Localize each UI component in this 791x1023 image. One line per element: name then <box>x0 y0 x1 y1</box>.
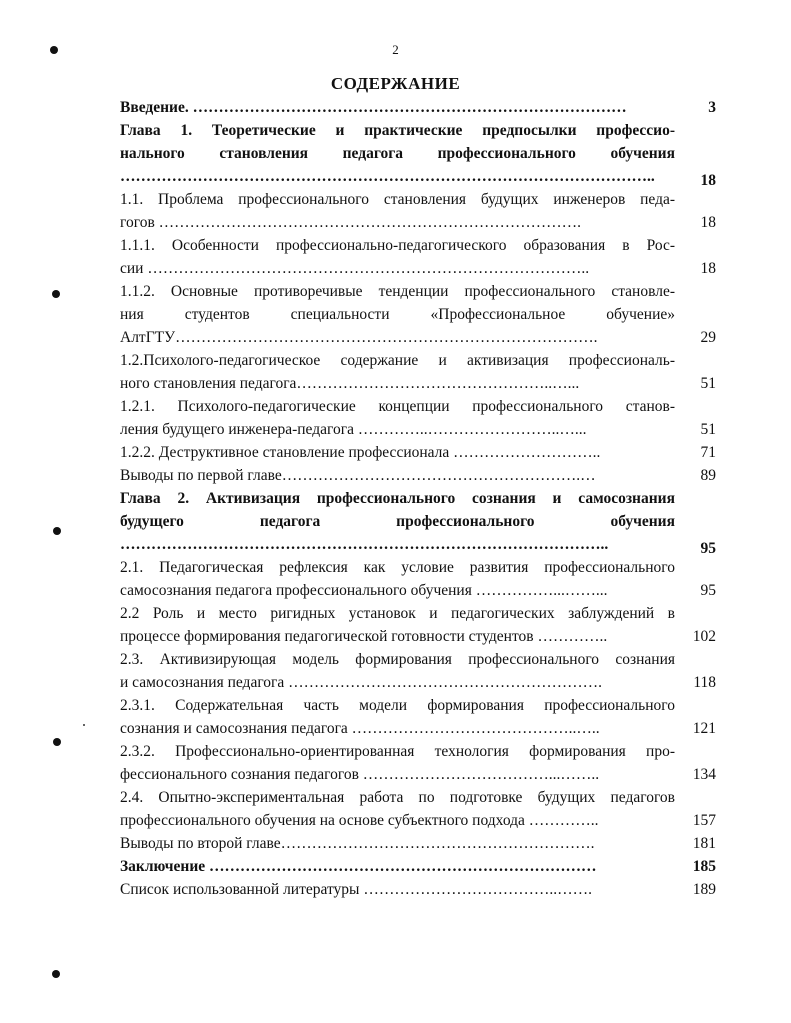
toc-entry <box>120 648 716 694</box>
toc-entry-text: 1.2.Психолого-педагогическое содержание и активизация профессиональ- <box>120 352 675 369</box>
toc-entry <box>120 441 716 464</box>
toc-entry-text: ………………………………………………………………………………….. <box>120 536 609 553</box>
toc-entry <box>120 832 716 855</box>
binder-hole-mark <box>52 290 60 298</box>
toc-page-number: 157 <box>692 812 716 829</box>
toc-entry <box>120 188 716 234</box>
toc-entry <box>120 740 716 786</box>
toc-page-number: 3 <box>708 99 716 116</box>
toc-entry <box>120 96 716 119</box>
toc-page-number: 118 <box>693 674 716 691</box>
toc-entry <box>120 119 716 188</box>
toc-page-number: 51 <box>700 375 716 392</box>
binder-hole-mark <box>50 46 58 54</box>
toc-entry <box>120 855 716 878</box>
toc-entry <box>120 694 716 740</box>
toc-page-number: 95 <box>700 540 716 557</box>
toc-entry <box>120 487 716 556</box>
toc-entry-text: 1.2.2. Деструктивное становление профессионала ……………………….. <box>120 444 601 461</box>
toc-page-number: 189 <box>692 881 716 898</box>
toc-entry-text: 2.2 Роль и место ригидных установок и педагогических заблуждений в <box>120 605 675 622</box>
toc-entry-text: Введение. ………………………………………………………………………… <box>120 99 627 116</box>
toc-entry-text: 1.2.1. Психолого-педагогические концепции профессионального станов- <box>120 398 675 415</box>
toc-entry-text: Выводы по первой главе………………………………………………….… <box>120 467 596 484</box>
toc-page-number: 181 <box>692 835 716 852</box>
toc-page-number: 71 <box>700 444 716 461</box>
toc-entry-text: фессионального сознания педагогов ………………………………...…….. <box>120 766 600 783</box>
toc-entry <box>120 280 716 349</box>
binder-hole-mark <box>53 527 61 535</box>
toc-entry-text: 2.3.2. Профессионально-ориентированная технология формирования про- <box>120 743 675 760</box>
toc-entry <box>120 464 716 487</box>
toc-page-number: 121 <box>692 720 716 737</box>
toc-entry-text: ………………………………………………………………………………………….. <box>120 168 655 185</box>
toc-page-number: 185 <box>692 858 716 875</box>
toc-page-number: 51 <box>700 421 716 438</box>
toc-entry-text: процессе формирования педагогической готовности студентов ………….. <box>120 628 608 645</box>
toc-entry-text: 2.3.1. Содержательная часть модели формирования профессионального <box>120 697 675 714</box>
toc-entry-text: самосознания педагога профессионального обучения ……………...……... <box>120 582 608 599</box>
toc-page-number: 18 <box>700 214 716 231</box>
toc-entry-text: 2.1. Педагогическая рефлексия как условие развития профессионального <box>120 559 675 576</box>
toc-entry-text: Заключение ………………………………………………………………… <box>120 858 597 875</box>
toc-entry-text: гогов ………………………………………………………………………. <box>120 214 582 231</box>
toc-entry-text: ления будущего инженера-педагога …………..……………………..…... <box>120 421 587 438</box>
toc-entry-text: 2.3. Активизирующая модель формирования профессионального сознания <box>120 651 675 668</box>
toc-page-number: 134 <box>692 766 716 783</box>
toc-entry-text: и самосознания педагога ……………………………………………………. <box>120 674 603 691</box>
toc-entry-text: Выводы по второй главе……………………………………………………. <box>120 835 595 852</box>
toc-entry-text: профессионального обучения на основе субъектного подхода ………….. <box>120 812 599 829</box>
toc-entry-text: Глава 1. Теоретические и практические предпосылки профессио- <box>120 122 675 139</box>
toc-entry-text: 1.1.2. Основные противоречивые тенденции профессионального становле- <box>120 283 675 300</box>
toc-entry-text: нального становления педагога профессионального обучения <box>120 145 675 162</box>
toc-entry <box>120 349 716 395</box>
toc-entry-text: 2.4. Опытно-экспериментальная работа по подготовке будущих педагогов <box>120 789 675 806</box>
toc-entry <box>120 878 716 901</box>
page-number: 2 <box>392 42 399 57</box>
toc-entry-text: Список использованной литературы ………………………………..……. <box>120 881 592 898</box>
toc-page-number: 29 <box>700 329 716 346</box>
toc-entry-text: ния студентов специальности «Профессиональное обучение» <box>120 306 675 323</box>
scan-speck <box>83 724 85 726</box>
toc-entry-text: Глава 2. Активизация профессионального сознания и самосознания <box>120 490 675 507</box>
toc-page-number: 18 <box>700 260 716 277</box>
toc-entry-text: 1.1.1. Особенности профессионально-педагогического образования в Рос- <box>120 237 675 254</box>
toc-page-number: 18 <box>700 172 716 189</box>
toc-page-number: 89 <box>700 467 716 484</box>
binder-hole-mark <box>53 738 61 746</box>
toc-entry <box>120 234 716 280</box>
toc-entry <box>120 395 716 441</box>
toc-page-number: 95 <box>700 582 716 599</box>
toc-entry <box>120 556 716 602</box>
toc-entry-text: будущего педагога профессионального обучения <box>120 513 675 530</box>
toc-entry-text: ного становления педагога…………………………………………..…... <box>120 375 580 392</box>
toc-page-number: 102 <box>692 628 716 645</box>
table-of-contents <box>120 96 716 901</box>
toc-entry-text: АлтГТУ………………………………………………………………………. <box>120 329 598 346</box>
toc-entry <box>120 786 716 832</box>
toc-entry-text: сознания и самосознания педагога ……………………………………..….. <box>120 720 600 737</box>
toc-entry-text: 1.1. Проблема профессионального становления будущих инженеров педа- <box>120 191 675 208</box>
toc-entry-text: сии ………………………………………………………………………….. <box>120 260 590 277</box>
page-title: СОДЕРЖАНИЕ <box>330 74 461 93</box>
binder-hole-mark <box>52 970 60 978</box>
toc-entry <box>120 602 716 648</box>
